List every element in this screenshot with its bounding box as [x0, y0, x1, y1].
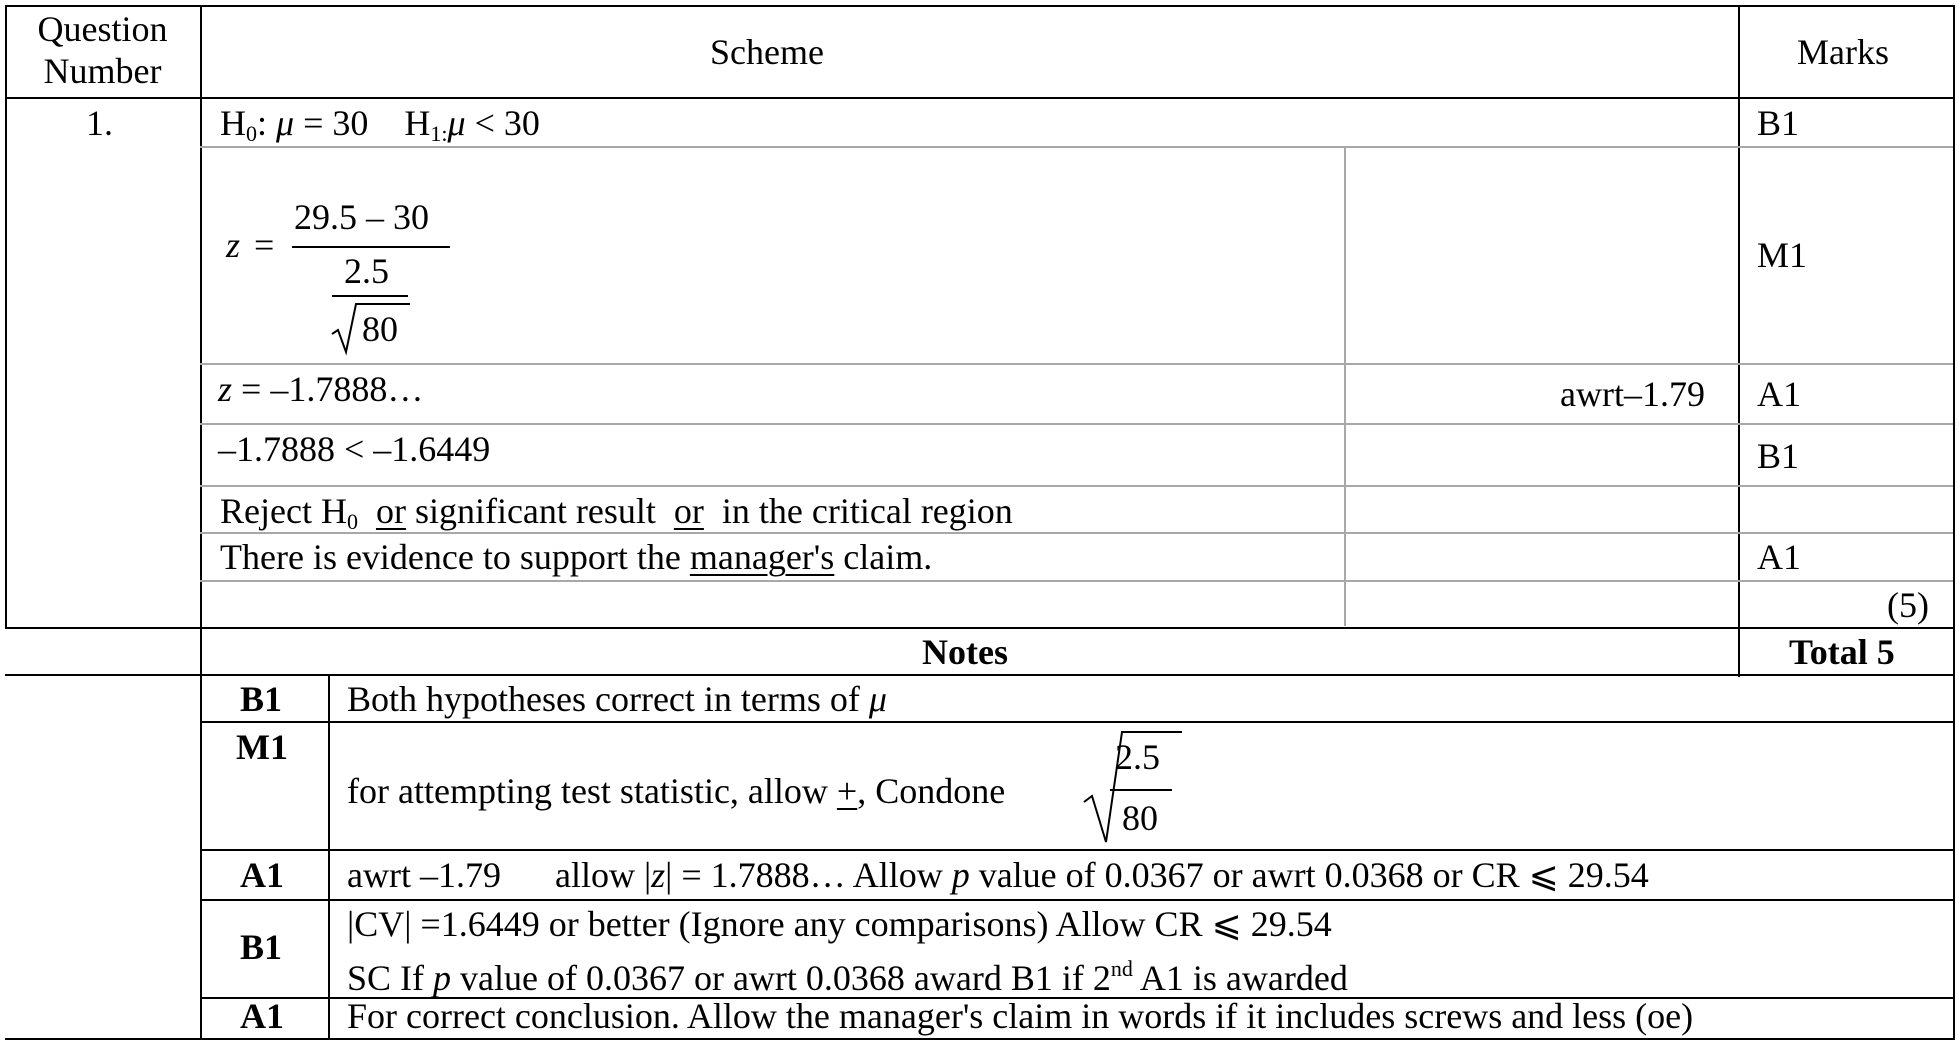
mark-a1-z: A1 — [1757, 374, 1801, 414]
note-code: A1 — [240, 855, 284, 895]
note-text: for attempting test statistic, allow +, Condone — [347, 771, 1006, 811]
sigma: 2.5 — [344, 251, 389, 291]
marks-header: Marks — [1797, 32, 1889, 72]
note-text: |CV| =1.6449 or better (Ignore any comparisons) Allow CR ⩽ 29.54 — [347, 904, 1332, 944]
evidence-statement: There is evidence to support the manager's claim. — [220, 537, 933, 577]
notes-title: Notes — [922, 632, 1008, 672]
note-text: SC If p value of 0.0367 or awrt 0.0368 award B1 if 2nd A1 is awarded — [347, 956, 1348, 998]
scheme-header: Scheme — [710, 32, 824, 72]
z-value: z = –1.7888… — [218, 369, 424, 409]
note-code: B1 — [240, 679, 283, 719]
note-text: Both hypotheses correct in terms of μ — [347, 679, 887, 719]
subtotal: (5) — [1887, 585, 1929, 625]
condone-sigma: 2.5 — [1115, 737, 1160, 777]
note-code: B1 — [240, 927, 283, 967]
comparison: –1.7888 < –1.6449 — [218, 429, 491, 469]
mark-m1: M1 — [1757, 235, 1808, 275]
reject-statement: Reject $H_0$ or significant result or in the critical region — [220, 491, 1013, 534]
n-value: 80 — [362, 309, 398, 349]
numerator: 29.5 – 30 — [294, 197, 429, 237]
note-text: awrt –1.79 allow |z| = 1.7888… Allow p value of 0.0367 or awrt 0.0368 or CR ⩽ 29.54 — [347, 855, 1649, 895]
mark-b1-compare: B1 — [1757, 436, 1800, 476]
note-code: A1 — [240, 996, 284, 1036]
question-number-header: Question Number — [37, 9, 168, 91]
hypotheses: $H_0$: μ = 30 $H_{1:}\mu < 30$ — [220, 103, 540, 146]
note-text: For correct conclusion. Allow the manager's claim in words if it includes screws and less (oe) — [347, 996, 1694, 1036]
question-number: 1. — [86, 103, 113, 143]
mark-b1-hypotheses: B1 — [1757, 103, 1800, 143]
condone-n: 80 — [1122, 798, 1158, 838]
total-marks: Total 5 — [1789, 632, 1895, 672]
note-code: M1 — [236, 727, 288, 767]
awrt-value: awrt–1.79 — [1560, 374, 1705, 414]
mark-a1-conclusion: A1 — [1757, 537, 1801, 577]
